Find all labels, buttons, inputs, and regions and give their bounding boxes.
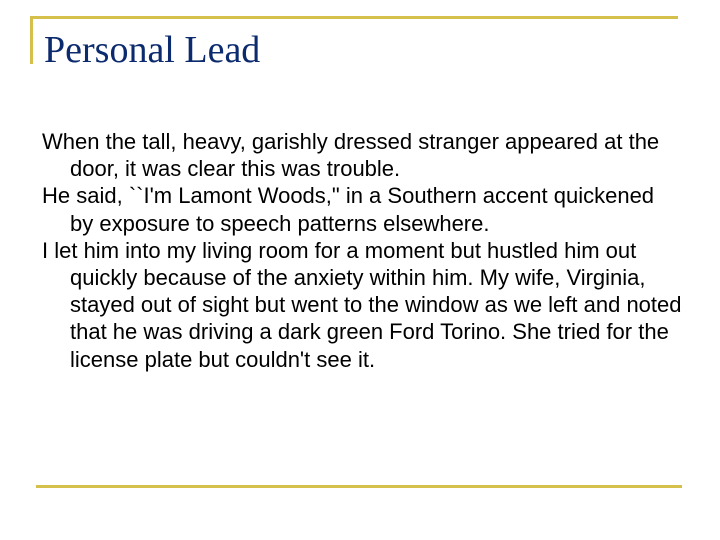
slide-body	[42, 128, 682, 373]
paragraph-living-room: I let him into my living room for a moment but hustled him out quickly because of the anxiety within him. My wife, Virginia, stayed out of sight but went to the window as we left and noted that he was driving a dark green Ford Torino. She tried for the license plate but couldn't see it.	[42, 237, 682, 372]
bottom-accent-line	[36, 485, 682, 488]
slide-title: Personal Lead	[44, 29, 261, 71]
paragraph-lamont-woods: He said, ``I'm Lamont Woods," in a Southern accent quickened by exposure to speech patterns elsewhere.	[42, 183, 655, 236]
paragraph-stranger-arrives: When the tall, heavy, garishly dressed stranger appeared at the door, it was clear this was trouble.	[42, 129, 660, 182]
top-accent-line	[30, 16, 678, 19]
left-accent-line	[30, 16, 33, 64]
